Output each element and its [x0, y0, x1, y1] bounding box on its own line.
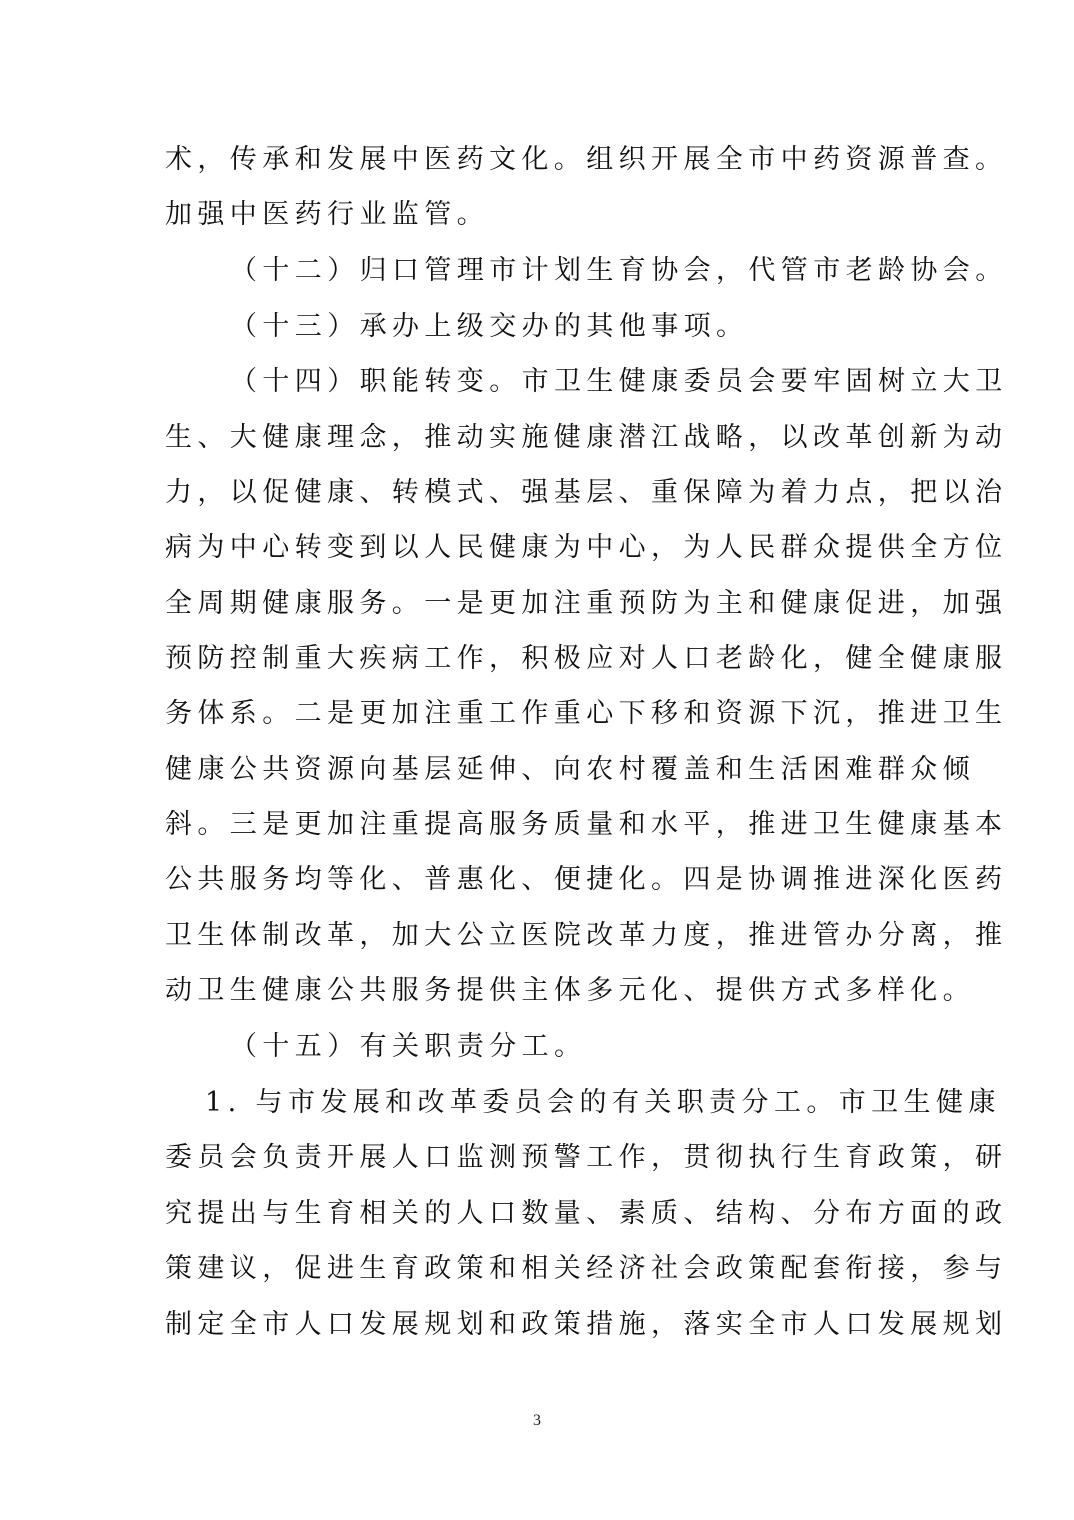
- text-line: 病为中心转变到以人民健康为中心，为人民群众提供全方位: [165, 532, 1008, 563]
- text-line: 全周期健康服务。一是更加注重预防为主和健康促进，加强: [165, 588, 1008, 619]
- text-line: 制定全市人口发展规划和政策措施，落实全市人口发展规划: [165, 1309, 1008, 1340]
- text-line: （十二）归口管理市计划生育协会，代管市老龄协会。: [230, 255, 1008, 286]
- text-line: 健康公共资源向基层延伸、向农村覆盖和生活困难群众倾: [165, 754, 975, 785]
- text-line: 生、大健康理念，推动实施健康潜江战略，以改革创新为动: [165, 422, 1008, 453]
- text-line: （十四）职能转变。市卫生健康委员会要牢固树立大卫: [230, 366, 1008, 397]
- page-number: 3: [533, 1412, 541, 1429]
- text-line: 究提出与生育相关的人口数量、素质、结构、分布方面的政: [165, 1198, 1008, 1229]
- text-line: 1. 与市发展和改革委员会的有关职责分工。市卫生健康: [205, 1087, 1001, 1118]
- text-line: （十三）承办上级交办的其他事项。: [230, 311, 749, 342]
- text-line: 公共服务均等化、普惠化、便捷化。四是协调推进深化医药: [165, 864, 1008, 895]
- text-line: 动卫生健康公共服务提供主体多元化、提供方式多样化。: [165, 975, 975, 1006]
- text-line: 委员会负责开展人口监测预警工作，贯彻执行生育政策，研: [165, 1142, 1008, 1173]
- text-line: 策建议，促进生育政策和相关经济社会政策配套衔接，参与: [165, 1253, 1008, 1284]
- text-line: 术，传承和发展中医药文化。组织开展全市中药资源普查。: [165, 144, 1008, 175]
- text-line: 务体系。二是更加注重工作重心下移和资源下沉，推进卫生: [165, 698, 1008, 729]
- text-line: 加强中医药行业监管。: [165, 199, 489, 230]
- text-line: 斜。三是更加注重提高服务质量和水平，推进卫生健康基本: [165, 809, 1008, 840]
- text-line: （十五）有关职责分工。: [230, 1031, 587, 1062]
- text-line: 预防控制重大疾病工作，积极应对人口老龄化，健全健康服: [165, 643, 1008, 674]
- text-line: 卫生体制改革，加大公立医院改革力度，推进管办分离，推: [165, 920, 1008, 951]
- text-line: 力，以促健康、转模式、强基层、重保障为着力点，把以治: [165, 477, 1008, 508]
